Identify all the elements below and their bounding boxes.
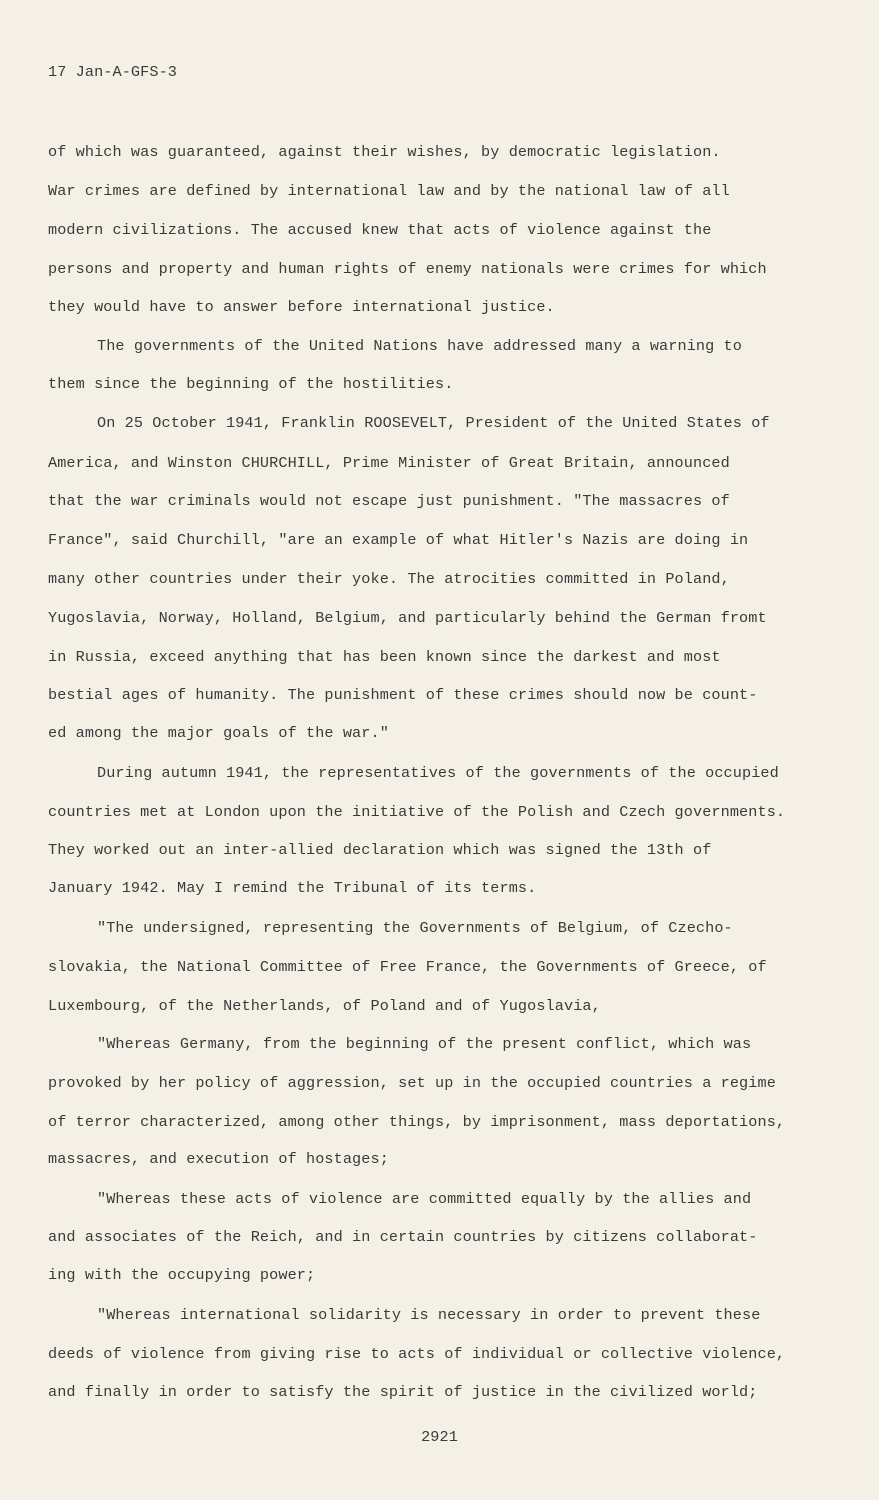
- text-line: "Whereas international solidarity is necessary in order to prevent these: [97, 1306, 761, 1324]
- text-line: of terror characterized, among other things, by imprisonment, mass deportations,: [48, 1113, 786, 1131]
- text-line: them since the beginning of the hostilities.: [48, 375, 454, 393]
- text-line: France", said Churchill, "are an example of what Hitler's Nazis are doing in: [48, 531, 749, 549]
- text-line: During autumn 1941, the representatives of the governments of the occupied: [97, 764, 779, 782]
- text-line: War crimes are defined by international law and by the national law of all: [48, 182, 730, 200]
- text-line: modern civilizations. The accused knew that acts of violence against the: [48, 221, 712, 239]
- text-line: provoked by her policy of aggression, set up in the occupied countries a regime: [48, 1074, 776, 1092]
- text-line: "Whereas Germany, from the beginning of the present conflict, which was: [97, 1035, 752, 1053]
- text-line: ed among the major goals of the war.": [48, 724, 389, 742]
- text-line: On 25 October 1941, Franklin ROOSEVELT, President of the United States of: [97, 414, 770, 432]
- text-line: bestial ages of humanity. The punishment of these crimes should now be count-: [48, 686, 758, 704]
- document-reference: 17 Jan-A-GFS-3: [48, 63, 177, 81]
- text-line: and associates of the Reich, and in certain countries by citizens collaborat-: [48, 1228, 758, 1246]
- text-line: persons and property and human rights of enemy nationals were crimes for which: [48, 260, 767, 278]
- text-line: Yugoslavia, Norway, Holland, Belgium, and particularly behind the German fromt: [48, 609, 767, 627]
- text-line: they would have to answer before international justice.: [48, 298, 555, 316]
- page-number: 2921: [421, 1428, 458, 1446]
- text-line: January 1942. May I remind the Tribunal of its terms.: [48, 879, 537, 897]
- text-line: and finally in order to satisfy the spirit of justice in the civilized world;: [48, 1383, 758, 1401]
- text-line: The governments of the United Nations have addressed many a warning to: [97, 337, 742, 355]
- text-line: "Whereas these acts of violence are committed equally by the allies and: [97, 1190, 752, 1208]
- text-line: many other countries under their yoke. The atrocities committed in Poland,: [48, 570, 730, 588]
- text-line: that the war criminals would not escape just punishment. "The massacres of: [48, 492, 730, 510]
- text-line: massacres, and execution of hostages;: [48, 1150, 389, 1168]
- text-line: countries met at London upon the initiative of the Polish and Czech governments.: [48, 803, 786, 821]
- text-line: of which was guaranteed, against their wishes, by democratic legislation.: [48, 143, 721, 161]
- text-line: in Russia, exceed anything that has been known since the darkest and most: [48, 648, 721, 666]
- text-line: America, and Winston CHURCHILL, Prime Minister of Great Britain, announced: [48, 454, 730, 472]
- text-line: They worked out an inter-allied declaration which was signed the 13th of: [48, 841, 712, 859]
- text-line: Luxembourg, of the Netherlands, of Poland and of Yugoslavia,: [48, 997, 601, 1015]
- text-line: "The undersigned, representing the Governments of Belgium, of Czecho-: [97, 919, 733, 937]
- text-line: slovakia, the National Committee of Free France, the Governments of Greece, of: [48, 958, 767, 976]
- text-line: deeds of violence from giving rise to acts of individual or collective violence,: [48, 1345, 786, 1363]
- text-line: ing with the occupying power;: [48, 1266, 316, 1284]
